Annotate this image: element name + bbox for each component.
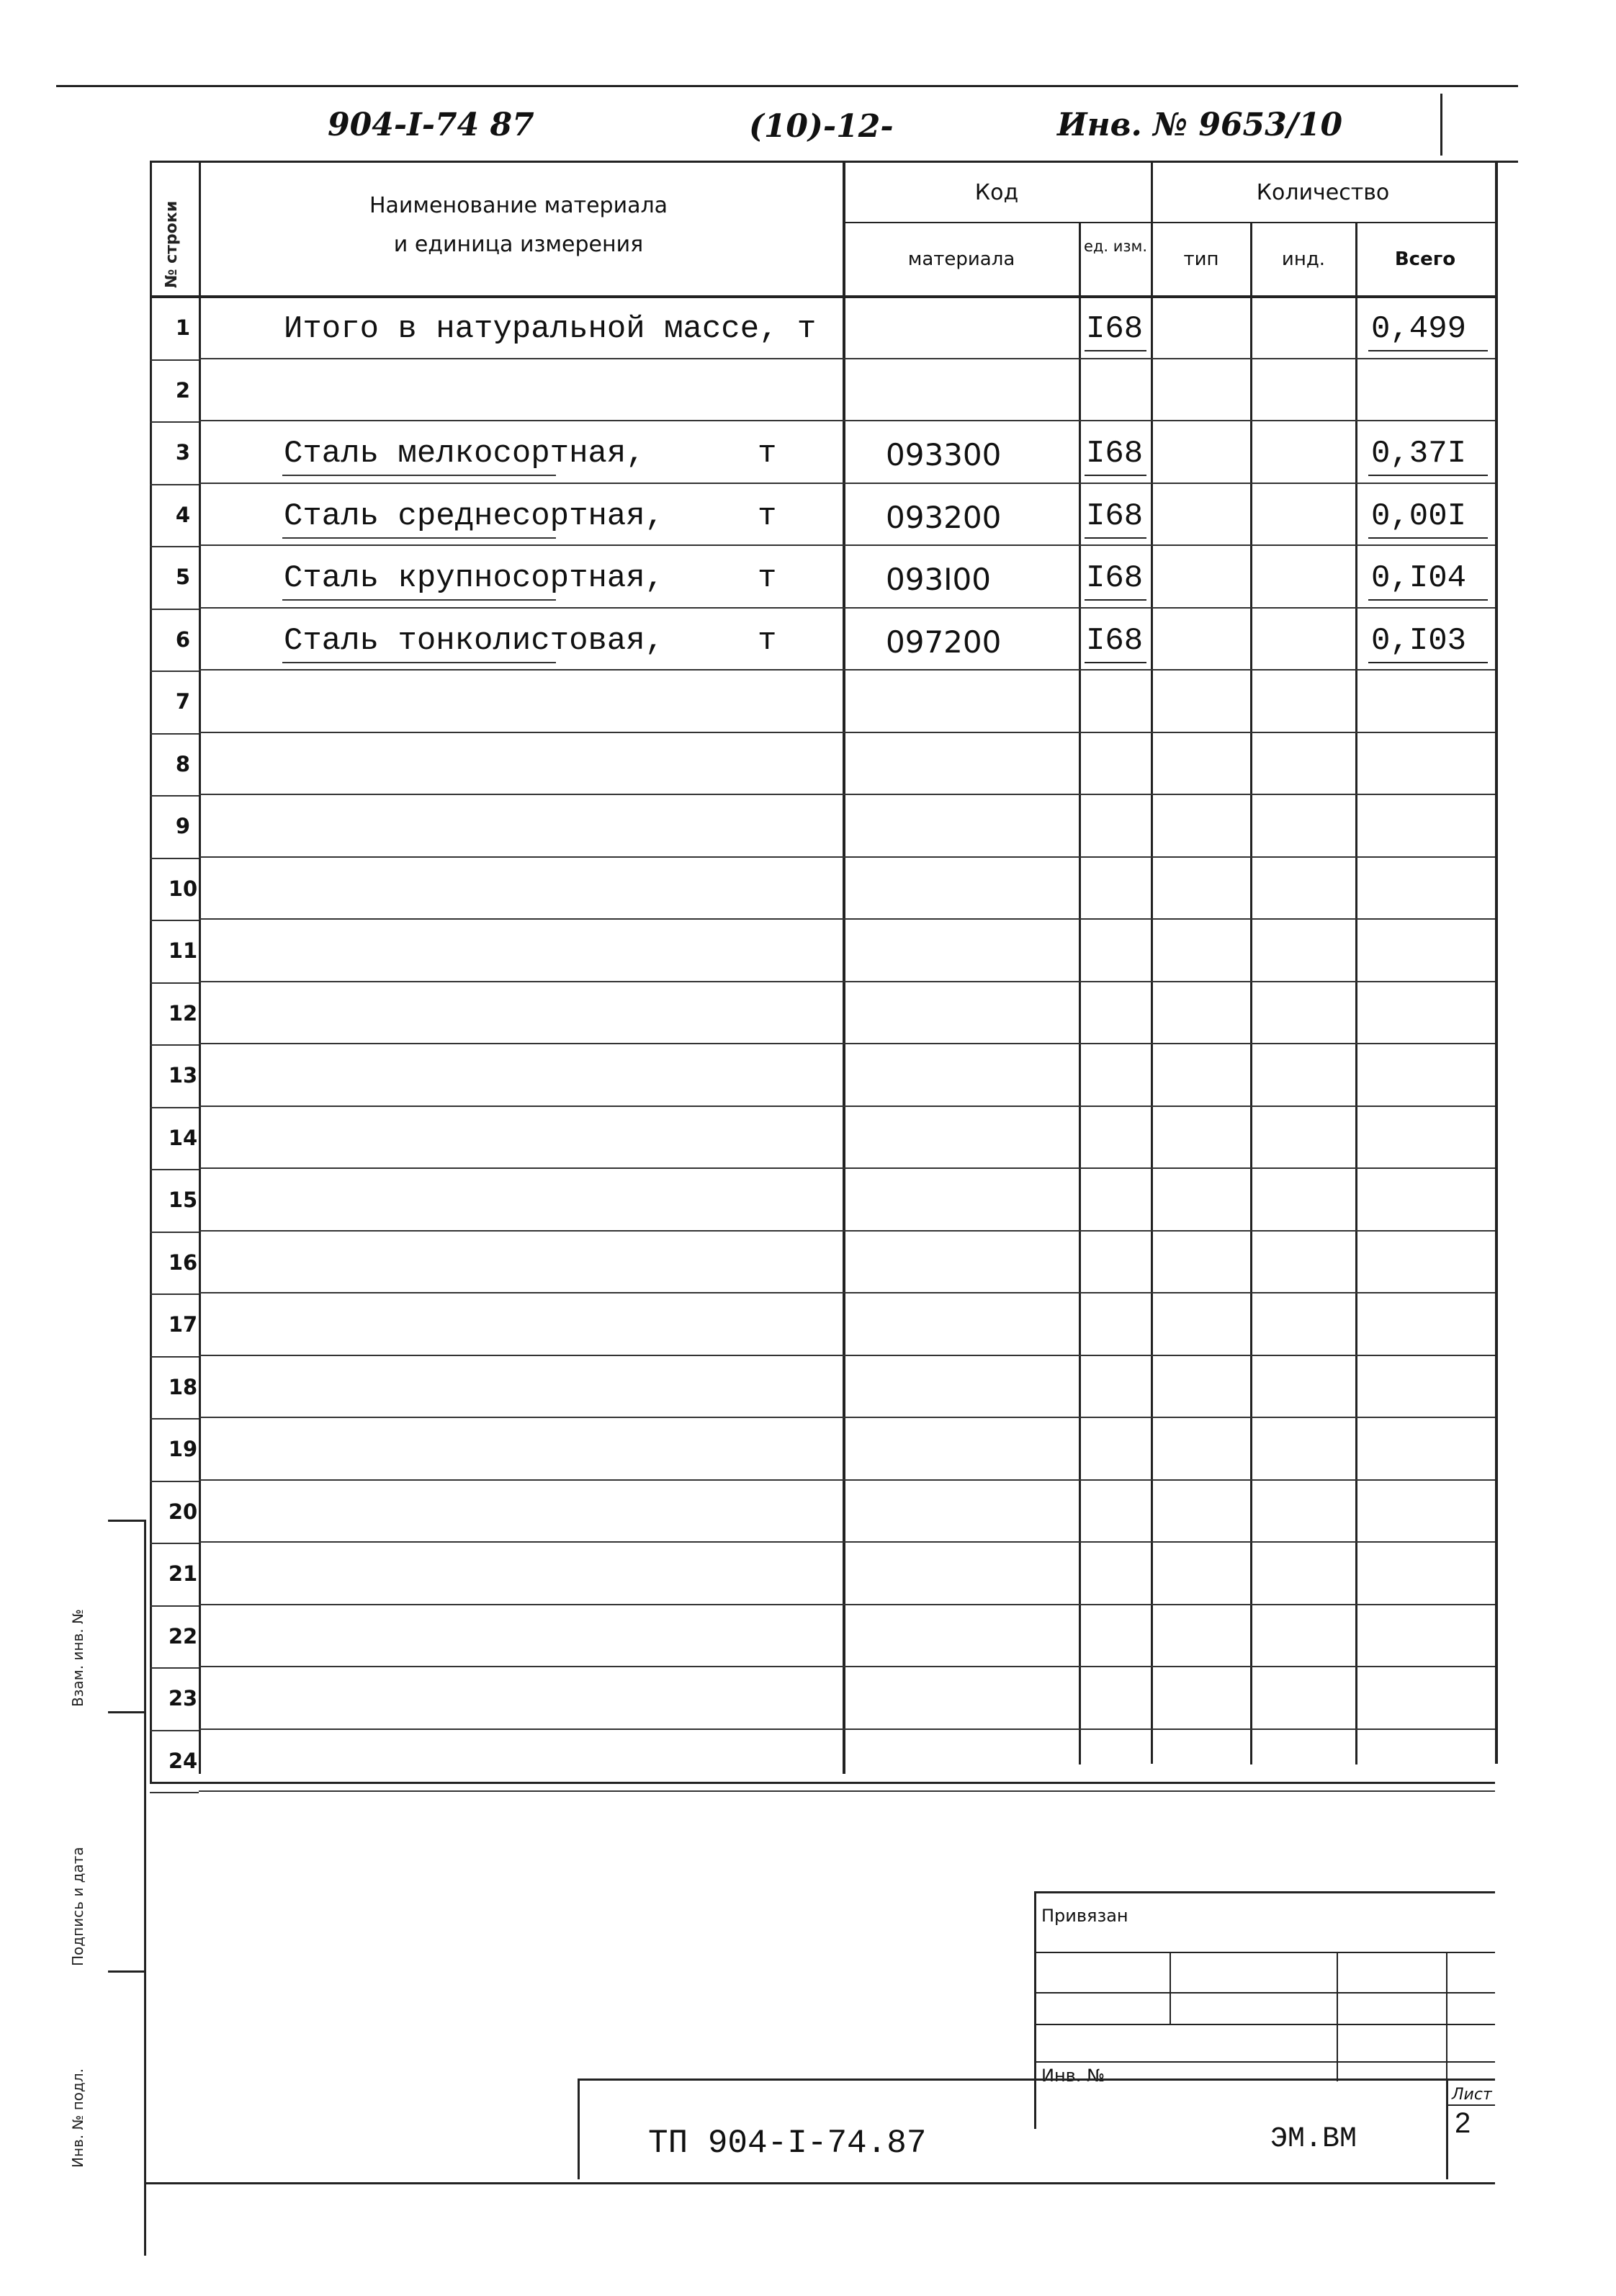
row-number: 13 bbox=[168, 1063, 198, 1088]
row-rule-num bbox=[150, 484, 199, 485]
row-rule-code bbox=[843, 669, 1495, 671]
row-rule-num bbox=[150, 1232, 199, 1233]
row-rule-num bbox=[150, 1293, 199, 1295]
material-measure: т bbox=[758, 560, 777, 596]
document-mark: ЭМ.ВМ bbox=[1270, 2123, 1357, 2156]
sheet-box-rule bbox=[1446, 2104, 1495, 2106]
row-rule bbox=[199, 1043, 843, 1044]
name-underline bbox=[282, 475, 556, 476]
strip-top bbox=[578, 2078, 1495, 2081]
name-underline bbox=[282, 599, 556, 601]
row-rule bbox=[199, 1541, 843, 1543]
name-underline bbox=[282, 537, 556, 539]
row-number: 8 bbox=[175, 751, 191, 776]
row-number: 1 bbox=[175, 315, 191, 340]
margin-original-inv: Инв. № подл. bbox=[69, 2068, 86, 2168]
top-rule bbox=[56, 85, 1518, 87]
row-rule-code bbox=[843, 1666, 1495, 1667]
material-measure: т bbox=[758, 622, 777, 659]
row-number: 19 bbox=[168, 1437, 198, 1461]
margin-rule-3 bbox=[108, 1970, 144, 1973]
stamp-top bbox=[1034, 1891, 1495, 1893]
margin-rule-2 bbox=[108, 1711, 144, 1713]
row-rule bbox=[199, 420, 843, 421]
row-rule-num bbox=[150, 1044, 199, 1046]
total-underline bbox=[1368, 662, 1488, 663]
row-number: 16 bbox=[168, 1250, 198, 1275]
project-number: 904-I-74 87 bbox=[328, 107, 534, 143]
material-measure: т bbox=[758, 436, 777, 472]
row-rule-num bbox=[150, 1792, 199, 1793]
header-quantity: Количество bbox=[1256, 180, 1390, 205]
row-rule-code bbox=[843, 607, 1495, 609]
stamp-col-1 bbox=[1170, 1952, 1171, 2024]
quantity-total: 0,I04 bbox=[1371, 560, 1467, 596]
unit-underline bbox=[1085, 475, 1146, 476]
row-rule-code bbox=[843, 483, 1495, 484]
strip-left bbox=[578, 2078, 580, 2179]
unit-code: I68 bbox=[1086, 311, 1144, 347]
inventory-number: Инв. № 9653/10 bbox=[1057, 107, 1343, 143]
row-rule-code bbox=[843, 1292, 1495, 1293]
row-rule-code bbox=[843, 1167, 1495, 1169]
material-name: Сталь мелкосортная, bbox=[284, 436, 645, 472]
row-rule-num bbox=[150, 1107, 199, 1108]
row-rule-num bbox=[150, 920, 199, 921]
col-name-sep bbox=[843, 161, 845, 1774]
header-row-number: № строки bbox=[163, 200, 181, 288]
row-rule-num bbox=[150, 733, 199, 735]
row-rule-num bbox=[150, 1730, 199, 1731]
row-number: 4 bbox=[175, 502, 191, 527]
col-material-sep bbox=[1079, 222, 1081, 1764]
row-rule-num bbox=[150, 795, 199, 797]
row-number: 2 bbox=[175, 377, 191, 403]
stamp-rule-2 bbox=[1034, 1992, 1495, 1994]
col-ind-sep bbox=[1355, 222, 1357, 1764]
row-rule-code bbox=[843, 1230, 1495, 1232]
header-mid-rule bbox=[843, 222, 1495, 223]
name-underline bbox=[282, 662, 556, 663]
row-number: 3 bbox=[175, 440, 191, 465]
row-rule bbox=[199, 483, 843, 484]
sheet-code: (10)-12- bbox=[749, 108, 894, 145]
strip-bottom bbox=[144, 2182, 1495, 2184]
row-rule-num bbox=[150, 421, 199, 423]
header-code-material: материала bbox=[907, 248, 1015, 270]
material-name: Сталь среднесортная, bbox=[284, 498, 665, 534]
margin-rule-1 bbox=[108, 1520, 144, 1522]
table-right bbox=[1495, 161, 1498, 1764]
row-rule-num bbox=[150, 1605, 199, 1607]
row-rule-num bbox=[150, 858, 199, 859]
row-rule-num bbox=[150, 1543, 199, 1544]
row-rule-code bbox=[843, 1043, 1495, 1044]
margin-signature-date: Подпись и дата bbox=[69, 1847, 86, 1966]
row-rule-code bbox=[843, 1728, 1495, 1730]
row-rule bbox=[199, 1230, 843, 1232]
row-rule-code bbox=[843, 1604, 1495, 1605]
document-code: ТП 904-I-74.87 bbox=[648, 2125, 927, 2162]
material-name: Сталь крупносортная, bbox=[284, 560, 665, 596]
total-underline bbox=[1368, 537, 1488, 539]
row-rule-code bbox=[843, 918, 1495, 920]
material-code: 093I00 bbox=[886, 562, 991, 597]
col-type-sep bbox=[1250, 222, 1252, 1764]
unit-code: I68 bbox=[1086, 560, 1144, 596]
stamp-rule-3 bbox=[1034, 2024, 1495, 2025]
row-number: 7 bbox=[175, 689, 191, 714]
row-rule-code bbox=[843, 856, 1495, 858]
sheet-label: Лист bbox=[1452, 2086, 1492, 2104]
row-number: 6 bbox=[175, 627, 191, 652]
row-rule bbox=[199, 1604, 843, 1605]
row-rule-num bbox=[150, 982, 199, 984]
header-bottom-rule bbox=[150, 295, 1496, 298]
material-code: 097200 bbox=[886, 624, 1002, 660]
margin-replace-inv: Взам. инв. № bbox=[69, 1609, 86, 1707]
stamp-rule-4 bbox=[1034, 2061, 1495, 2063]
row-rule-code bbox=[843, 1541, 1495, 1543]
row-rule bbox=[199, 544, 843, 546]
row-rule bbox=[199, 1167, 843, 1169]
row-number: 22 bbox=[168, 1623, 198, 1649]
unit-code: I68 bbox=[1086, 436, 1144, 472]
row-number: 18 bbox=[168, 1374, 198, 1399]
unit-code: I68 bbox=[1086, 622, 1144, 659]
unit-code: I68 bbox=[1086, 498, 1144, 534]
row-rule-code bbox=[843, 420, 1495, 421]
row-rule bbox=[199, 1728, 843, 1730]
row-number: 5 bbox=[175, 565, 191, 589]
row-rule-num bbox=[150, 546, 199, 547]
row-number: 17 bbox=[168, 1312, 198, 1337]
row-rule-code bbox=[843, 1106, 1495, 1107]
quantity-total: 0,499 bbox=[1371, 311, 1467, 347]
row-number: 21 bbox=[168, 1561, 198, 1586]
material-code: 093300 bbox=[886, 437, 1002, 472]
row-rule-num bbox=[150, 1418, 199, 1420]
row-rule-num bbox=[150, 1481, 199, 1482]
row-rule-code bbox=[843, 358, 1495, 359]
stamp-rule-1 bbox=[1034, 1952, 1495, 1953]
row-rule-num bbox=[150, 1169, 199, 1170]
row-number: 11 bbox=[168, 938, 198, 963]
row-rule-code bbox=[843, 1417, 1495, 1418]
material-name: Итого в натуральной массе, т bbox=[284, 311, 817, 347]
row-rule bbox=[199, 1355, 843, 1356]
sheet-number: 2 bbox=[1455, 2107, 1471, 2139]
row-number: 24 bbox=[168, 1748, 198, 1773]
row-rule-num bbox=[150, 1356, 199, 1358]
material-measure: т bbox=[758, 498, 777, 534]
row-rule-num bbox=[150, 609, 199, 610]
row-rule-code bbox=[843, 544, 1495, 546]
row-rule bbox=[199, 856, 843, 858]
row-rule-code bbox=[843, 1790, 1495, 1792]
total-underline bbox=[1368, 350, 1488, 351]
row-number: 12 bbox=[168, 1000, 198, 1026]
row-rule bbox=[199, 1666, 843, 1667]
row-rule bbox=[199, 794, 843, 795]
row-rule bbox=[199, 1790, 843, 1792]
row-rule bbox=[199, 918, 843, 920]
stamp-col-2 bbox=[1337, 1952, 1338, 2081]
row-number: 10 bbox=[168, 876, 198, 901]
header-qty-type: тип bbox=[1183, 248, 1219, 270]
row-rule bbox=[199, 358, 843, 359]
header-material-name: Наименование материала bbox=[369, 193, 668, 218]
row-number: 23 bbox=[168, 1686, 198, 1710]
row-rule-code bbox=[843, 1479, 1495, 1481]
quantity-total: 0,I03 bbox=[1371, 622, 1467, 659]
quantity-total: 0,00I bbox=[1371, 498, 1467, 534]
table-bottom bbox=[150, 1782, 1495, 1784]
header-tick bbox=[1440, 94, 1442, 156]
unit-underline bbox=[1085, 599, 1146, 601]
header-qty-ind: инд. bbox=[1281, 248, 1326, 270]
header-material-name-line2: и единица измерения bbox=[393, 232, 644, 257]
row-rule bbox=[199, 669, 843, 671]
stamp-inv-no: Инв. № bbox=[1041, 2066, 1105, 2086]
sheet-box-left bbox=[1446, 2078, 1448, 2179]
margin-stamp-edge bbox=[144, 1520, 146, 2256]
row-rule-num bbox=[150, 359, 199, 361]
row-rule bbox=[199, 1417, 843, 1418]
row-rule bbox=[199, 1106, 843, 1107]
header-code-unit: ед. изм. bbox=[1083, 238, 1148, 255]
table-top bbox=[150, 161, 1518, 163]
header-qty-total: Всего bbox=[1394, 248, 1456, 270]
table-left bbox=[150, 161, 152, 1784]
row-rule bbox=[199, 1292, 843, 1293]
row-number: 9 bbox=[175, 814, 191, 838]
row-rule bbox=[199, 981, 843, 982]
row-number: 20 bbox=[168, 1499, 198, 1524]
row-rule-code bbox=[843, 732, 1495, 733]
row-rule-code bbox=[843, 1355, 1495, 1356]
unit-underline bbox=[1085, 537, 1146, 539]
total-underline bbox=[1368, 599, 1488, 601]
total-underline bbox=[1368, 475, 1488, 476]
row-rule bbox=[199, 732, 843, 733]
material-code: 093200 bbox=[886, 499, 1002, 535]
unit-underline bbox=[1085, 662, 1146, 663]
col-rowno-sep bbox=[199, 161, 201, 1774]
row-number: 15 bbox=[168, 1188, 198, 1212]
unit-underline bbox=[1085, 350, 1146, 351]
material-name: Сталь тонколистовая, bbox=[284, 622, 665, 659]
row-number: 14 bbox=[168, 1125, 198, 1150]
row-rule-num bbox=[150, 671, 199, 672]
row-rule-code bbox=[843, 981, 1495, 982]
row-rule bbox=[199, 1479, 843, 1481]
row-rule-code bbox=[843, 794, 1495, 795]
header-code: Код bbox=[974, 180, 1019, 205]
col-code-qty-sep bbox=[1151, 161, 1153, 1764]
stamp-attached: Привязан bbox=[1041, 1906, 1128, 1926]
quantity-total: 0,37I bbox=[1371, 436, 1467, 472]
row-rule-num bbox=[150, 1667, 199, 1669]
row-rule bbox=[199, 607, 843, 609]
stamp-left bbox=[1034, 1891, 1036, 2129]
